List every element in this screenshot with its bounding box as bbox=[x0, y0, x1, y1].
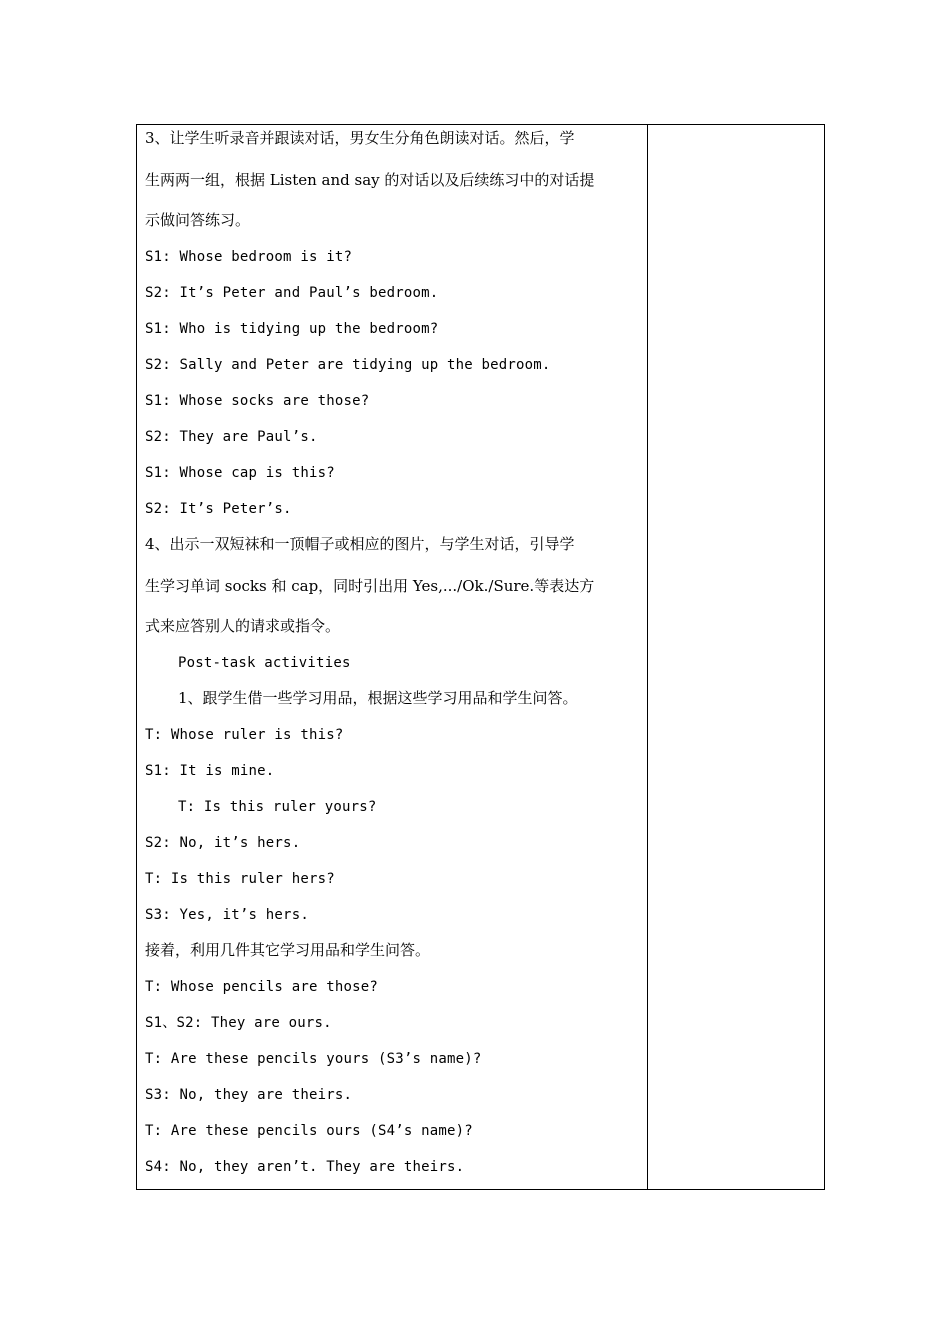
lesson-table bbox=[136, 124, 825, 1190]
text-line: S3: Yes, it’s hers. bbox=[145, 907, 309, 923]
text-line: 1、跟学生借一些学习用品，根据这些学习用品和学生问答。 bbox=[178, 689, 578, 707]
text-line: S1、S2: They are ours. bbox=[145, 1015, 332, 1031]
text-line: 式来应答别人的请求或指令。 bbox=[145, 617, 341, 635]
text-line: T: Are these pencils yours (S3’s name)? bbox=[145, 1051, 482, 1067]
text-line: S1: Whose bedroom is it? bbox=[145, 249, 353, 265]
text-line: S2: It’s Peter’s. bbox=[145, 501, 292, 517]
text-line: T: Are these pencils ours (S4’s name)? bbox=[145, 1123, 473, 1139]
section-heading: Post-task activities bbox=[178, 655, 351, 671]
text-line: S2: They are Paul’s. bbox=[145, 429, 318, 445]
text-line: S2: It’s Peter and Paul’s bedroom. bbox=[145, 285, 439, 301]
lesson-content-cell bbox=[137, 125, 647, 1189]
text-line: S1: Who is tidying up the bedroom? bbox=[145, 321, 439, 337]
text-line: 示做问答练习。 bbox=[145, 211, 251, 229]
text-line: T: Is this ruler hers? bbox=[145, 871, 335, 887]
text-line: 4、出示一双短袜和一顶帽子或相应的图片，与学生对话，引导学 bbox=[145, 535, 575, 553]
text-line: 生两两一组，根据 Listen and say 的对话以及后续练习中的对话提 bbox=[145, 171, 595, 189]
text-line: S3: No, they are theirs. bbox=[145, 1087, 353, 1103]
text-line: S1: Whose socks are those? bbox=[145, 393, 370, 409]
text-line: S1: It is mine. bbox=[145, 763, 275, 779]
text-line: 生学习单词 socks 和 cap，同时引出用 Yes,.../Ok./Sure.等表达方 bbox=[145, 577, 595, 595]
text-line: T: Is this ruler yours? bbox=[178, 799, 377, 815]
text-line: T: Whose pencils are those? bbox=[145, 979, 378, 995]
text-line: S1: Whose cap is this? bbox=[145, 465, 335, 481]
text-line: S2: No, it’s hers. bbox=[145, 835, 301, 851]
text-line: S2: Sally and Peter are tidying up the bedroom. bbox=[145, 357, 551, 373]
text-line: T: Whose ruler is this? bbox=[145, 727, 344, 743]
text-line: 接着，利用几件其它学习用品和学生问答。 bbox=[145, 941, 431, 959]
text-line: 3、让学生听录音并跟读对话，男女生分角色朗读对话。然后，学 bbox=[145, 129, 575, 147]
notes-cell bbox=[648, 125, 824, 1189]
text-line: S4: No, they aren’t. They are theirs. bbox=[145, 1159, 465, 1175]
